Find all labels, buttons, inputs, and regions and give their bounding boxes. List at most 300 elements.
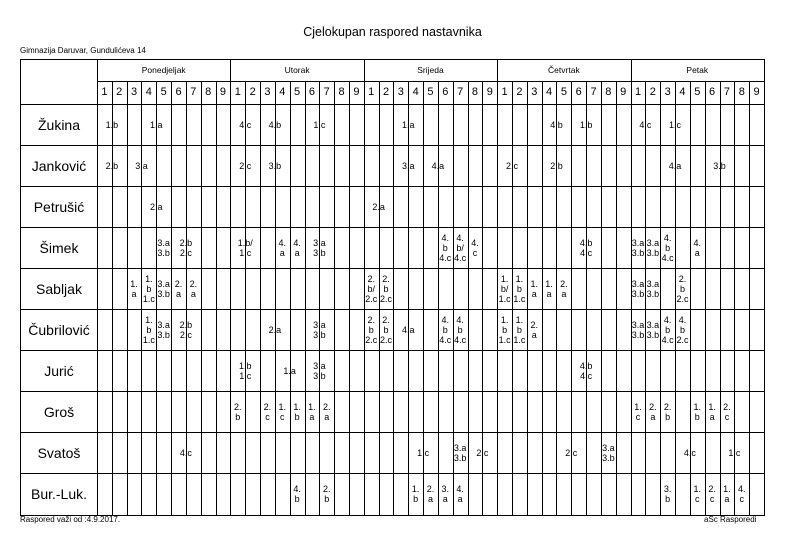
lesson-class-label: 3.a xyxy=(646,319,660,330)
lesson-class-label: 4. xyxy=(456,232,464,243)
teacher-name: Janković xyxy=(31,157,87,174)
lesson-cell xyxy=(230,104,260,145)
lesson-cell xyxy=(423,145,453,186)
lesson-class-label: 1.c xyxy=(142,293,155,304)
lesson-class-label: 4. xyxy=(663,314,672,325)
lesson-class-label: 4.c xyxy=(454,252,467,263)
lesson-cell xyxy=(230,227,260,268)
lesson-class-label: 1.a xyxy=(150,119,163,130)
teacher-name: Žukina xyxy=(37,116,81,133)
lesson-cell xyxy=(141,309,156,350)
lesson-cell xyxy=(660,145,690,186)
lesson-class-label: 4. xyxy=(278,237,287,248)
lesson-cell xyxy=(660,309,675,350)
lesson-cell xyxy=(453,432,468,473)
grid-line xyxy=(764,59,765,515)
lesson-cell xyxy=(260,145,290,186)
lesson-class-label: 1. xyxy=(293,401,301,412)
lesson-cell xyxy=(156,268,171,309)
period-number: 9 xyxy=(620,86,627,98)
lesson-class-label: b xyxy=(442,242,448,253)
lesson-cell xyxy=(141,268,156,309)
lesson-cell xyxy=(631,227,646,268)
lesson-cell xyxy=(171,227,201,268)
lesson-class-label: 3.a xyxy=(313,319,326,330)
lesson-class-label: 3.a xyxy=(646,278,660,289)
lesson-cell xyxy=(290,391,305,432)
lesson-cell xyxy=(408,432,438,473)
lesson-class-label: 2.b xyxy=(105,160,119,171)
lesson-class-label: 2. xyxy=(708,483,716,494)
lesson-class-label: c xyxy=(265,411,270,422)
lesson-cell xyxy=(230,391,245,432)
lesson-class-label: 4.c xyxy=(439,252,452,263)
lesson-class-label: 2.b xyxy=(179,237,193,248)
lesson-class-label: 4.c xyxy=(239,119,252,130)
lesson-cell xyxy=(438,227,453,268)
period-number: 7 xyxy=(190,86,197,98)
lesson-class-label: 2. xyxy=(322,483,331,494)
lesson-class-label: 3.a xyxy=(157,237,170,248)
lesson-cell xyxy=(171,432,201,473)
lesson-cell xyxy=(305,391,320,432)
lesson-class-label: 2.c xyxy=(476,447,489,458)
lesson-class-label: b xyxy=(516,283,522,294)
lesson-class-label: 1. xyxy=(145,273,153,284)
lesson-cell xyxy=(305,104,335,145)
grid-line xyxy=(290,81,291,515)
teacher-name: Bur.-Luk. xyxy=(30,485,88,502)
period-number: 8 xyxy=(738,86,745,98)
lesson-class-label: 4. xyxy=(678,314,687,325)
lesson-cell xyxy=(660,391,675,432)
lesson-class-label: b xyxy=(665,242,671,253)
lesson-cell xyxy=(720,391,735,432)
lesson-cell xyxy=(156,227,171,268)
lesson-class-label: 4.a xyxy=(668,160,682,171)
lesson-class-label: 1. xyxy=(708,401,716,412)
day-header: Ponedjeljak xyxy=(141,65,186,75)
lesson-class-label: 1. xyxy=(278,401,287,412)
period-number: 4 xyxy=(145,86,152,98)
lesson-class-label: 1.c xyxy=(498,334,511,345)
lesson-class-label: 1. xyxy=(634,401,642,412)
lesson-class-label: c xyxy=(739,493,744,504)
lesson-cell xyxy=(97,104,127,145)
lesson-class-label: 3.b xyxy=(646,247,660,258)
lesson-class-label: b xyxy=(413,493,419,504)
lesson-class-label: b xyxy=(294,411,300,422)
lesson-class-label: a xyxy=(531,288,537,299)
lesson-class-label: 4.c xyxy=(661,334,674,345)
lesson-class-label: 4. xyxy=(456,483,464,494)
lesson-cell xyxy=(141,104,171,145)
period-number: 5 xyxy=(694,86,701,98)
lesson-cell xyxy=(571,350,601,391)
day-header: Četvrtak xyxy=(548,65,580,75)
lesson-class-label: 4.c xyxy=(454,334,467,345)
period-number: 1 xyxy=(501,86,508,98)
lesson-class-label: b xyxy=(665,493,671,504)
lesson-class-label: 2.c xyxy=(676,293,689,304)
page-title: Cjelokupan raspored nastavnika xyxy=(303,25,482,39)
lesson-class-label: 2.a xyxy=(372,201,385,212)
period-number: 9 xyxy=(486,86,493,98)
lesson-class-label: b/ xyxy=(500,283,509,294)
lesson-cell xyxy=(186,268,201,309)
lesson-cell xyxy=(512,268,527,309)
lesson-class-label: b xyxy=(679,324,685,335)
lesson-cell xyxy=(645,268,660,309)
lesson-class-label: c xyxy=(695,493,700,504)
lesson-cell xyxy=(379,309,394,350)
period-number: 9 xyxy=(219,86,227,98)
lesson-class-label: 4. xyxy=(293,237,301,248)
period-number: 3 xyxy=(264,86,271,98)
lesson-class-label: 2.b xyxy=(179,319,193,330)
teacher-name: Jurić xyxy=(44,362,74,379)
lesson-cell xyxy=(542,104,572,145)
lesson-cell xyxy=(171,309,201,350)
lesson-class-label: 1.c xyxy=(513,293,526,304)
lesson-cell xyxy=(690,391,705,432)
lesson-cell xyxy=(260,309,290,350)
day-header: Srijeda xyxy=(417,65,444,75)
lesson-class-label: 2.c xyxy=(506,160,519,171)
lesson-class-label: 4.b xyxy=(579,360,593,371)
lesson-class-label: a xyxy=(131,288,137,299)
lesson-class-label: 3.b xyxy=(631,288,645,299)
lesson-class-label: 1.c xyxy=(313,119,326,130)
lesson-class-label: 3.a xyxy=(313,237,326,248)
lesson-cell xyxy=(631,391,646,432)
lesson-cell xyxy=(645,227,660,268)
lesson-cell xyxy=(393,309,423,350)
lesson-class-label: b xyxy=(665,324,671,335)
lesson-class-label: 2.c xyxy=(565,447,578,458)
lesson-class-label: c xyxy=(635,411,641,422)
lesson-class-label: 2. xyxy=(382,314,390,325)
lesson-class-label: a xyxy=(650,411,656,422)
lesson-class-label: 3.a xyxy=(631,237,645,248)
lesson-class-label: a xyxy=(427,493,433,504)
lesson-cell xyxy=(527,268,542,309)
lesson-class-label: 4. xyxy=(441,232,450,243)
lesson-class-label: a xyxy=(724,493,730,504)
lesson-class-label: b xyxy=(679,283,685,294)
lesson-class-label: 4. xyxy=(456,314,464,325)
period-number: 5 xyxy=(160,86,167,98)
lesson-class-label: 2.c xyxy=(179,329,192,340)
lesson-cell xyxy=(275,227,290,268)
lesson-class-label: 1.c xyxy=(239,370,252,381)
lesson-class-label: 3.b xyxy=(313,370,326,381)
lesson-class-label: c xyxy=(280,411,285,422)
lesson-class-label: 2.a xyxy=(268,324,282,335)
lesson-class-label: 4.b xyxy=(579,237,593,248)
lesson-class-label: a xyxy=(531,329,537,340)
lesson-cell xyxy=(571,227,601,268)
lesson-class-label: 3. xyxy=(441,483,450,494)
lesson-class-label: 1. xyxy=(693,483,702,494)
grid-line xyxy=(201,81,202,515)
lesson-cell xyxy=(497,145,527,186)
lesson-cell xyxy=(705,473,720,514)
lesson-cell xyxy=(364,309,379,350)
lesson-class-label: 1.c xyxy=(239,247,252,258)
lesson-cell xyxy=(497,309,512,350)
lesson-class-label: 2. xyxy=(322,401,331,412)
lesson-class-label: 4. xyxy=(471,237,479,248)
lesson-class-label: 2. xyxy=(189,278,198,289)
period-number: 6 xyxy=(175,86,182,98)
lesson-class-label: a xyxy=(694,247,700,258)
lesson-cell xyxy=(305,350,335,391)
lesson-class-label: 4. xyxy=(663,232,672,243)
lesson-class-label: c xyxy=(724,411,730,422)
lesson-cell xyxy=(364,268,379,309)
teacher-name: Groš xyxy=(43,403,75,420)
lesson-class-label: 4. xyxy=(293,483,301,494)
lesson-cell xyxy=(127,145,157,186)
day-header: Utorak xyxy=(284,65,310,75)
period-number: 8 xyxy=(471,86,479,98)
period-number: 7 xyxy=(323,86,330,98)
lesson-class-label: 1. xyxy=(145,314,153,325)
lesson-cell xyxy=(97,145,127,186)
lesson-cell xyxy=(305,309,335,350)
lesson-class-label: 2. xyxy=(426,483,435,494)
lesson-class-label: b xyxy=(516,324,522,335)
lesson-class-label: 1.c xyxy=(669,119,682,130)
lesson-cell xyxy=(675,268,690,309)
lesson-class-label: b xyxy=(665,411,671,422)
lesson-class-label: 1.c xyxy=(417,447,430,458)
lesson-class-label: b/ xyxy=(456,242,464,253)
lesson-cell xyxy=(675,309,690,350)
grid-line xyxy=(586,81,587,515)
lesson-class-label: a xyxy=(309,411,315,422)
lesson-cell xyxy=(453,473,468,514)
lesson-cell xyxy=(364,186,394,227)
lesson-class-label: 1.b xyxy=(579,119,593,130)
grid-line xyxy=(216,81,217,515)
period-number: 1 xyxy=(368,86,375,98)
lesson-class-label: 2. xyxy=(382,273,390,284)
lesson-cell xyxy=(705,391,720,432)
lesson-class-label: b xyxy=(235,411,241,422)
lesson-class-label: 1. xyxy=(515,273,524,284)
period-number: 1 xyxy=(634,86,642,98)
period-number: 3 xyxy=(397,86,404,98)
lesson-class-label: 3.b xyxy=(157,288,170,299)
lesson-class-label: 2.c xyxy=(380,334,393,345)
lesson-cell xyxy=(230,145,260,186)
lesson-cell xyxy=(393,145,423,186)
lesson-class-label: 1.c xyxy=(513,334,526,345)
lesson-cell xyxy=(720,432,750,473)
valid-from-note: Raspored važi od :4.9.2017. xyxy=(20,515,121,524)
lesson-class-label: 1. xyxy=(500,314,509,325)
lesson-class-label: a xyxy=(442,493,448,504)
period-number: 4 xyxy=(546,86,553,98)
lesson-cell xyxy=(423,473,438,514)
lesson-class-label: 4. xyxy=(693,237,702,248)
lesson-class-label: 1. xyxy=(545,278,553,289)
period-number: 8 xyxy=(338,86,345,98)
lesson-cell xyxy=(468,227,483,268)
lesson-cell xyxy=(660,104,690,145)
lesson-cell xyxy=(438,473,453,514)
period-number: 6 xyxy=(575,86,582,98)
lesson-class-label: 2. xyxy=(367,273,375,284)
lesson-class-label: 3.a xyxy=(313,360,326,371)
lesson-cell xyxy=(260,391,275,432)
lesson-class-label: 1.c xyxy=(498,293,511,304)
lesson-cell xyxy=(542,268,557,309)
lesson-class-label: 2.b xyxy=(550,160,563,171)
lesson-class-label: 3.a xyxy=(646,237,660,248)
period-number: 5 xyxy=(294,86,301,98)
lesson-class-label: 4.c xyxy=(439,334,452,345)
period-number: 9 xyxy=(353,86,360,98)
lesson-cell xyxy=(453,227,468,268)
lesson-class-label: b xyxy=(502,324,508,335)
lesson-cell xyxy=(734,473,749,514)
lesson-class-label: 1. xyxy=(411,483,420,494)
lesson-cell xyxy=(171,268,186,309)
lesson-class-label: b xyxy=(324,493,330,504)
lesson-class-label: 1.a xyxy=(283,365,296,376)
lesson-class-label: a xyxy=(279,247,285,258)
grid-line xyxy=(349,81,350,515)
lesson-class-label: b xyxy=(368,324,374,335)
lesson-class-label: 2.c xyxy=(179,247,192,258)
period-number: 8 xyxy=(605,86,612,98)
period-number: 2 xyxy=(516,86,523,98)
lesson-class-label: 3.b xyxy=(157,329,170,340)
lesson-class-label: 2. xyxy=(678,273,687,284)
lesson-cell xyxy=(690,473,705,514)
lesson-class-label: 2. xyxy=(263,401,272,412)
lesson-class-label: 2. xyxy=(367,314,375,325)
lesson-class-label: 1. xyxy=(693,401,702,412)
lesson-class-label: 3.b xyxy=(313,247,326,258)
lesson-class-label: 4. xyxy=(441,314,450,325)
period-number: 2 xyxy=(382,86,390,98)
generator-credit: aSc Rasporedi xyxy=(704,515,757,524)
lesson-class-label: 3. xyxy=(663,483,672,494)
period-number: 8 xyxy=(205,86,212,98)
lesson-cell xyxy=(290,227,305,268)
lesson-class-label: 4.a xyxy=(402,324,415,335)
period-number: 7 xyxy=(590,86,597,98)
period-number: 9 xyxy=(753,86,760,98)
lesson-class-label: 3.a xyxy=(135,160,148,171)
lesson-cell xyxy=(275,391,290,432)
teacher-name: Čubrilović xyxy=(28,321,90,338)
lesson-cell xyxy=(230,350,260,391)
lesson-class-label: 3.a xyxy=(602,442,615,453)
lesson-cell xyxy=(379,268,394,309)
lesson-cell xyxy=(660,473,675,514)
lesson-class-label: 2.c xyxy=(365,334,378,345)
lesson-cell xyxy=(720,473,735,514)
lesson-cell xyxy=(556,268,571,309)
period-number: 7 xyxy=(457,86,464,98)
lesson-cell xyxy=(527,309,542,350)
lesson-class-label: c xyxy=(709,493,715,504)
lesson-class-label: b xyxy=(383,283,389,294)
lesson-class-label: 3.b xyxy=(631,329,645,340)
lesson-class-label: 2.a xyxy=(150,201,163,212)
lesson-class-label: 4.c xyxy=(580,370,593,381)
lesson-class-label: 1. xyxy=(723,483,731,494)
day-header: Petak xyxy=(686,65,709,75)
period-number: 2 xyxy=(249,86,256,98)
lesson-class-label: 1. xyxy=(500,273,509,284)
lesson-class-label: 4.c xyxy=(179,447,192,458)
lesson-class-label: 3.b xyxy=(157,247,170,258)
lesson-class-label: 4.c xyxy=(580,247,593,258)
period-number: 1 xyxy=(101,86,108,98)
lesson-class-label: b xyxy=(694,411,700,422)
lesson-class-label: 2.c xyxy=(676,334,689,345)
lesson-class-label: 3.b xyxy=(646,329,660,340)
period-number: 3 xyxy=(531,86,538,98)
lesson-cell xyxy=(260,104,290,145)
lesson-class-label: a xyxy=(176,288,182,299)
lesson-cell xyxy=(319,473,334,514)
lesson-class-label: b xyxy=(442,324,448,335)
period-number: 3 xyxy=(664,86,671,98)
lesson-class-label: c xyxy=(472,247,478,258)
lesson-class-label: 2. xyxy=(663,401,672,412)
lesson-cell xyxy=(453,309,468,350)
lesson-class-label: 4.b xyxy=(550,119,563,130)
lesson-cell xyxy=(127,268,142,309)
grid-line xyxy=(305,81,306,515)
lesson-class-label: a xyxy=(546,288,552,299)
lesson-cell xyxy=(497,268,512,309)
lesson-class-label: 1. xyxy=(530,278,538,289)
lesson-class-label: 1.c xyxy=(142,334,155,345)
lesson-class-label: a xyxy=(709,411,715,422)
lesson-class-label: b xyxy=(383,324,389,335)
lesson-class-label: b xyxy=(294,493,300,504)
lesson-cell xyxy=(705,145,735,186)
period-number: 2 xyxy=(116,86,123,98)
lesson-class-label: 2. xyxy=(723,401,731,412)
lesson-class-label: 1.b xyxy=(105,119,119,130)
lesson-class-label: a xyxy=(457,493,463,504)
lesson-class-label: 2. xyxy=(649,401,657,412)
teacher-name: Sabljak xyxy=(36,280,82,297)
lesson-class-label: b xyxy=(146,283,152,294)
lesson-class-label: a xyxy=(190,288,196,299)
lesson-class-label: 2. xyxy=(560,278,568,289)
lesson-cell xyxy=(631,309,646,350)
lesson-class-label: 3.b xyxy=(602,452,615,463)
teacher-name: Šimek xyxy=(39,239,79,256)
grid-line xyxy=(319,81,320,515)
lesson-cell xyxy=(631,268,646,309)
lesson-cell xyxy=(512,309,527,350)
lesson-cell xyxy=(290,473,305,514)
lesson-class-label: 1.c xyxy=(728,447,741,458)
lesson-class-label: 3.b xyxy=(313,329,326,340)
lesson-class-label: a xyxy=(324,411,330,422)
